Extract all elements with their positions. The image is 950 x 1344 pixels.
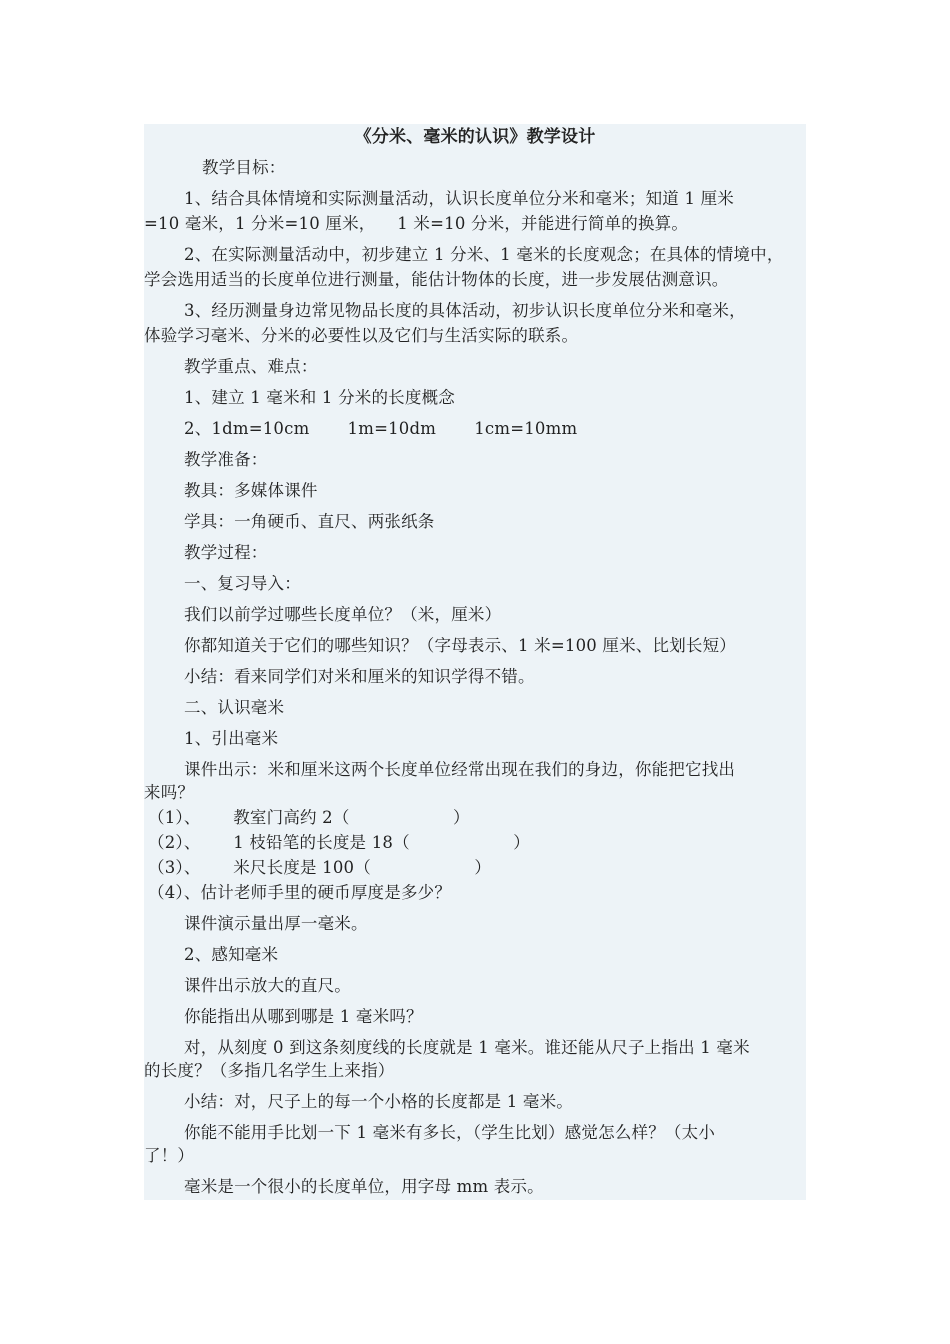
paragraph-line: 学具：一角硬币、直尺、两张纸条 — [184, 512, 435, 531]
section-heading: 一、复习导入： — [184, 574, 301, 593]
paragraph-line: 1、结合具体情境和实际测量活动，认识长度单位分米和毫米；知道 1 厘米 — [184, 189, 734, 208]
list-item: （2）、 1 枝铅笔的长度是 18（ ） — [148, 833, 530, 852]
section-heading: 1、引出毫米 — [184, 729, 279, 748]
list-item: （1）、 教室门高约 2（ ） — [148, 808, 470, 827]
section-heading: 2、感知毫米 — [184, 945, 279, 964]
paragraph-line: 你都知道关于它们的哪些知识？（字母表示、1 米=100 厘米、比划长短） — [184, 636, 737, 655]
paragraph-line: 毫米是一个很小的长度单位，用字母 mm 表示。 — [184, 1177, 544, 1196]
section-heading: 教学重点、难点： — [184, 357, 318, 376]
paragraph-line: 课件出示：米和厘米这两个长度单位经常出现在我们的身边，你能把它找出 — [184, 760, 736, 779]
paragraph-line: =10 毫米，1 分米=10 厘米， 1 米=10 分米，并能进行简单的换算。 — [144, 214, 689, 233]
paragraph-line: 教具：多媒体课件 — [184, 481, 318, 500]
paragraph-line: 课件出示放大的直尺。 — [184, 976, 351, 995]
document-title: 《分米、毫米的认识》教学设计 — [354, 127, 596, 147]
paragraph-line: 学会选用适当的长度单位进行测量，能估计物体的长度，进一步发展估测意识。 — [144, 270, 729, 289]
section-heading: 教学准备： — [184, 450, 268, 469]
paragraph-line: 1、建立 1 毫米和 1 分米的长度概念 — [184, 388, 455, 407]
paragraph-line: 的长度？（多指几名学生上来指） — [144, 1061, 395, 1080]
paragraph-line: 2、在实际测量活动中，初步建立 1 分米、1 毫米的长度观念；在具体的情境中， — [184, 245, 784, 264]
paragraph-line: 你能不能用手比划一下 1 毫米有多长，（学生比划）感觉怎么样？（太小 — [184, 1123, 716, 1142]
section-heading: 教学目标： — [202, 158, 286, 177]
section-heading: 二、认识毫米 — [184, 698, 285, 717]
paragraph-line: 课件演示量出厚一毫米。 — [184, 914, 368, 933]
paragraph-line: 你能指出从哪到哪是 1 毫米吗？ — [184, 1007, 423, 1026]
paragraph-line: 小结：看来同学们对米和厘米的知识学得不错。 — [184, 667, 535, 686]
paragraph-line: 对，从刻度 0 到这条刻度线的长度就是 1 毫米。谁还能从尺子上指出 1 毫米 — [184, 1038, 750, 1057]
paragraph-line: 了！） — [144, 1146, 195, 1165]
paragraph-line: 2、1dm=10cm 1m=10dm 1cm=10mm — [184, 419, 578, 438]
paragraph-line: 小结：对，尺子上的每一个小格的长度都是 1 毫米。 — [184, 1092, 573, 1111]
paragraph-line: 来吗？ — [144, 783, 195, 802]
paragraph-line: 体验学习毫米、分米的必要性以及它们与生活实际的联系。 — [144, 326, 579, 345]
document-page — [144, 124, 806, 1200]
list-item: （3）、 米尺长度是 100（ ） — [148, 858, 492, 877]
paragraph-line: 我们以前学过哪些长度单位？（米，厘米） — [184, 605, 502, 624]
paragraph-line: 3、经历测量身边常见物品长度的具体活动，初步认识长度单位分米和毫米， — [184, 301, 746, 320]
list-item: （4）、估计老师手里的硬币厚度是多少？ — [148, 883, 452, 902]
section-heading: 教学过程： — [184, 543, 268, 562]
